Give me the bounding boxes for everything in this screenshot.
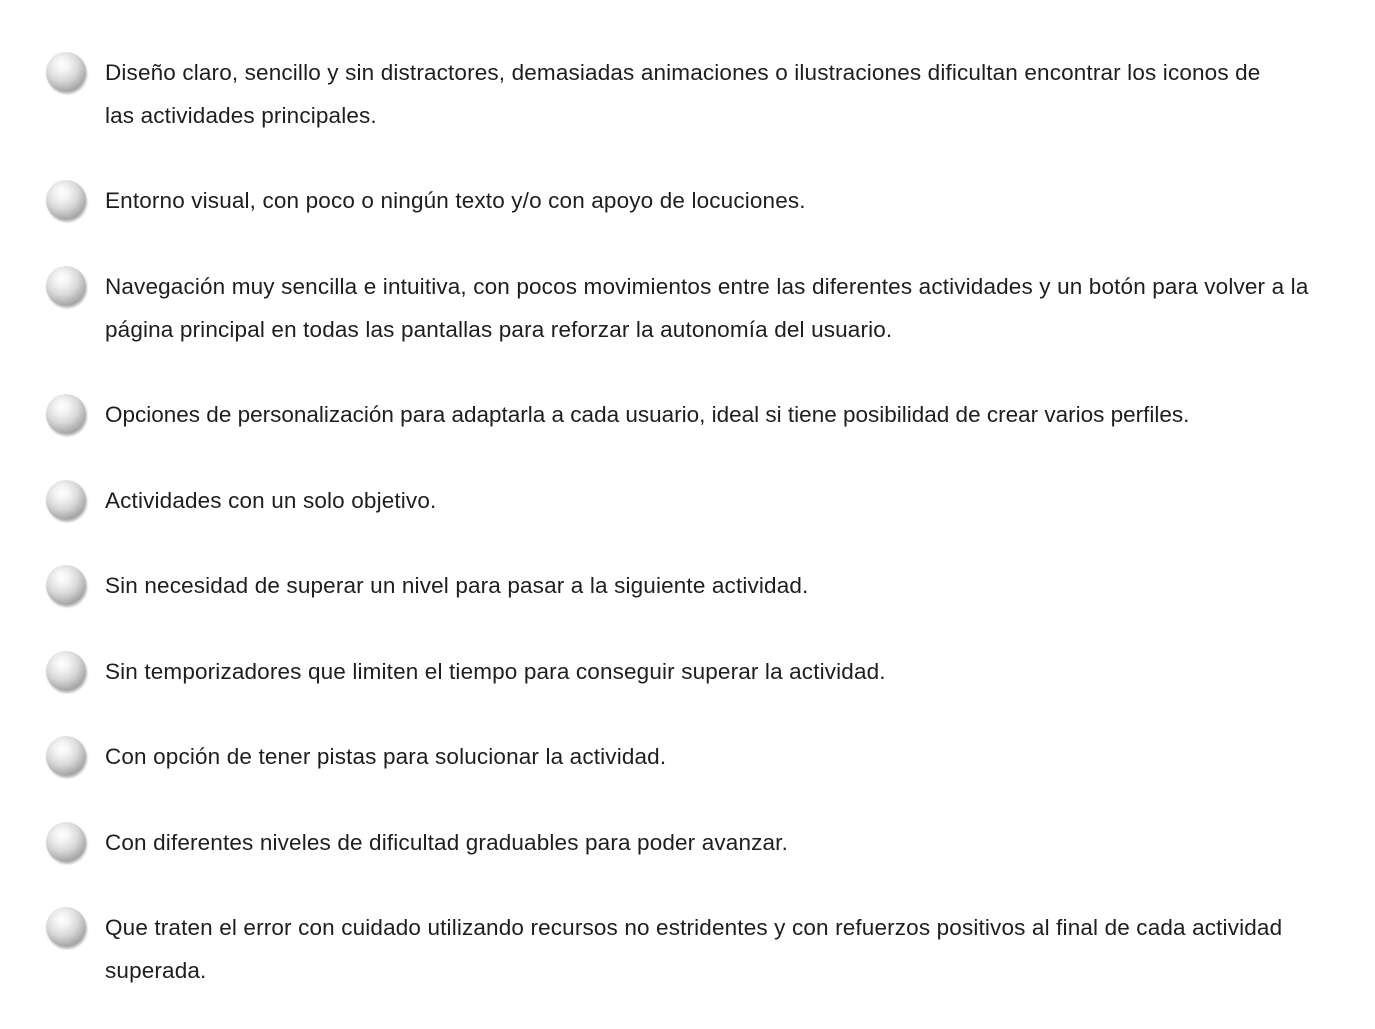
bullet-sphere-icon — [46, 394, 86, 434]
bullet-sphere-icon — [46, 266, 86, 306]
bullet-sphere-icon — [46, 480, 86, 520]
list-item-text: Sin necesidad de superar un nivel para pasar a la siguiente actividad. — [105, 573, 809, 598]
bullet-sphere-icon — [46, 907, 86, 947]
bullet-sphere-icon — [46, 52, 86, 92]
list-item-text: Con diferentes niveles de dificultad graduables para poder avanzar. — [105, 830, 788, 855]
list-item-text: Opciones de personalización para adaptarla a cada usuario, ideal si tiene posibilidad de crear varios perfiles. — [105, 402, 1190, 427]
bullet-sphere-icon — [46, 180, 86, 220]
bullet-sphere-icon — [46, 565, 86, 605]
list-item-text: Sin temporizadores que limiten el tiempo para conseguir superar la actividad. — [105, 659, 886, 684]
bullet-sphere-icon — [46, 822, 86, 862]
list-item-text: Actividades con un solo objetivo. — [105, 488, 437, 513]
list-item-text: Que traten el error con cuidado utilizando recursos no estridentes y con refuerzos positivos al final de cada actividad superada. — [105, 915, 1283, 983]
list-item-text: Entorno visual, con poco o ningún texto y/o con apoyo de locuciones. — [105, 188, 806, 213]
bullet-sphere-icon — [46, 736, 86, 776]
list-item-text: Navegación muy sencilla e intuitiva, con pocos movimientos entre las diferentes actividades y un botón para volver a la página principal en todas las pantallas para reforzar la autonomía del usuario. — [105, 274, 1309, 342]
list-item-text: Diseño claro, sencillo y sin distractores, demasiadas animaciones o ilustraciones dificultan encontrar los iconos de las actividades principales. — [105, 60, 1261, 128]
bullet-sphere-icon — [46, 651, 86, 691]
list-item-text: Con opción de tener pistas para solucionar la actividad. — [105, 744, 667, 769]
